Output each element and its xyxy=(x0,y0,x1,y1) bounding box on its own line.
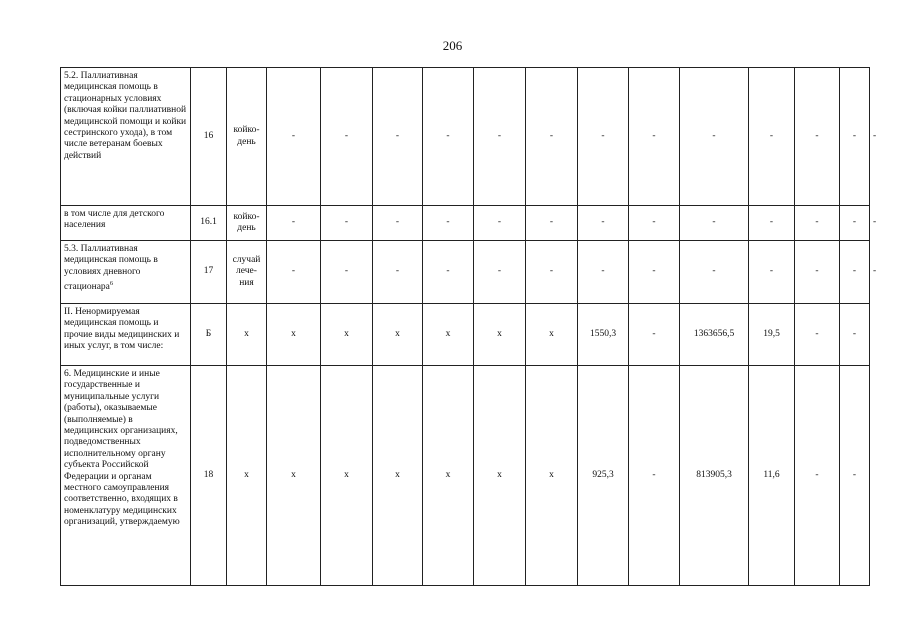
table-cell: - xyxy=(423,68,474,206)
table-cell: - xyxy=(629,241,680,304)
row-name-text: 6. Медицинские и иные государственные и муниципальные услуги (работы), оказываемые (выполняемые) в медицинских организациях, подведомственных исполнительному органу субъекта Российской Федерации и органам местного самоуправления соответственно, входящих в номенклатуру медицинских организаций, утверждаемую xyxy=(64,369,180,528)
table-cell: - xyxy=(526,206,578,241)
row-name-text: в том числе для детского населения xyxy=(64,209,165,231)
row-name-cell xyxy=(61,68,191,206)
row-name-text: 5.3. Паллиативная медицинская помощь в условиях дневного стационара xyxy=(64,244,158,293)
table-cell: - xyxy=(321,206,373,241)
table-cell: х xyxy=(373,304,423,366)
table-cell: - xyxy=(526,68,578,206)
row-name-text: 5.2. Паллиативная медицинская помощь в стационарных условиях (включая койки паллиативной медицинской помощи и койки сестринского ухода), в том числе ветеранам боевых действий xyxy=(64,71,187,161)
table-cell: - xyxy=(795,366,840,586)
table-cell: - xyxy=(267,241,321,304)
row-name-text: II. Ненормируемая медицинская помощь и прочие виды медицинских и иных услуг, в том числе: xyxy=(64,307,180,352)
row-name-cell xyxy=(61,304,191,366)
table-cell: - xyxy=(423,241,474,304)
table-cell: - xyxy=(267,68,321,206)
table-cell: - xyxy=(840,304,870,366)
table-cell: - xyxy=(629,304,680,366)
row-name-cell xyxy=(61,206,191,241)
row-unit-cell: койко- день xyxy=(227,68,267,206)
table-cell: х xyxy=(423,304,474,366)
table-cell: - xyxy=(749,206,795,241)
row-unit-cell: случай лече- ния xyxy=(227,241,267,304)
row-unit-cell: х xyxy=(227,304,267,366)
table-cell: - xyxy=(795,68,840,206)
table-cell: - xyxy=(578,241,629,304)
table-cell: х xyxy=(321,366,373,586)
table-cell: х xyxy=(423,366,474,586)
table-cell: - xyxy=(267,206,321,241)
row-name-cell xyxy=(61,366,191,586)
table-row xyxy=(61,366,870,586)
table-cell: х xyxy=(474,366,526,586)
row-code-cell: 18 xyxy=(191,366,227,586)
table-cell: - xyxy=(749,68,795,206)
table-cell: 1363656,5 xyxy=(680,304,749,366)
table-cell: - xyxy=(578,68,629,206)
table-cell: - xyxy=(795,241,840,304)
row-code-cell: 16 xyxy=(191,68,227,206)
table-cell: - xyxy=(680,206,749,241)
table-cell: 813905,3 xyxy=(680,366,749,586)
table-cell: х xyxy=(526,304,578,366)
table-cell: - xyxy=(680,68,749,206)
table-row: в том числе для детского населения 16.1 койко- день - - - - - - - - - - - - - xyxy=(61,206,870,241)
data-table xyxy=(60,67,877,586)
row-name-cell xyxy=(61,241,191,304)
table-cell: - xyxy=(474,241,526,304)
table-cell: - xyxy=(795,206,840,241)
row-unit-cell: койко- день xyxy=(227,206,267,241)
table-cell: - xyxy=(840,206,870,241)
table-cell: - xyxy=(373,206,423,241)
table-cell: 925,3 xyxy=(578,366,629,586)
table-cell: - xyxy=(795,304,840,366)
table-cell: - xyxy=(373,68,423,206)
table-cell: - xyxy=(629,206,680,241)
table-cell: - xyxy=(474,68,526,206)
table-cell: 19,5 xyxy=(749,304,795,366)
table-row xyxy=(61,304,870,366)
table-cell: - xyxy=(321,68,373,206)
table-cell: х xyxy=(267,304,321,366)
table-cell: х xyxy=(321,304,373,366)
table-row: 5.3. Паллиативная медицинская помощь в условиях дневного стационара$^6$ 17 случай лече- ния - - - - - - - - - - - - - xyxy=(61,241,870,304)
table-cell: х xyxy=(526,366,578,586)
table-cell: - xyxy=(423,206,474,241)
table-row: 5.2. Паллиативная медицинская помощь в стационарных условиях (включая койки паллиативной медицинской помощи и койки сестринского ухода), в том числе ветеранам боевых действий 16 койко- день - - - - - - - - - - - - - xyxy=(61,68,870,206)
table-cell: - xyxy=(321,241,373,304)
row-unit-cell: х xyxy=(227,366,267,586)
footnote-marker: 6 xyxy=(109,280,114,288)
table-cell: - xyxy=(526,241,578,304)
row-code-cell: 17 xyxy=(191,241,227,304)
table-cell: 1550,3 xyxy=(578,304,629,366)
table-cell: х xyxy=(373,366,423,586)
table-cell: 11,6 xyxy=(749,366,795,586)
table-cell: - xyxy=(578,206,629,241)
row-code-cell: 16.1 xyxy=(191,206,227,241)
table-cell: - xyxy=(629,366,680,586)
table-cell: х xyxy=(267,366,321,586)
table-cell: - xyxy=(629,68,680,206)
table-cell: - xyxy=(680,241,749,304)
table-cell: - xyxy=(373,241,423,304)
table-cell: - xyxy=(840,366,870,586)
table-cell: х xyxy=(474,304,526,366)
page-number: 206 xyxy=(442,38,463,53)
table-cell: - xyxy=(749,241,795,304)
table-cell: - xyxy=(840,68,870,206)
table-cell: - xyxy=(840,241,870,304)
row-code-cell: Б xyxy=(191,304,227,366)
table-cell: - xyxy=(474,206,526,241)
